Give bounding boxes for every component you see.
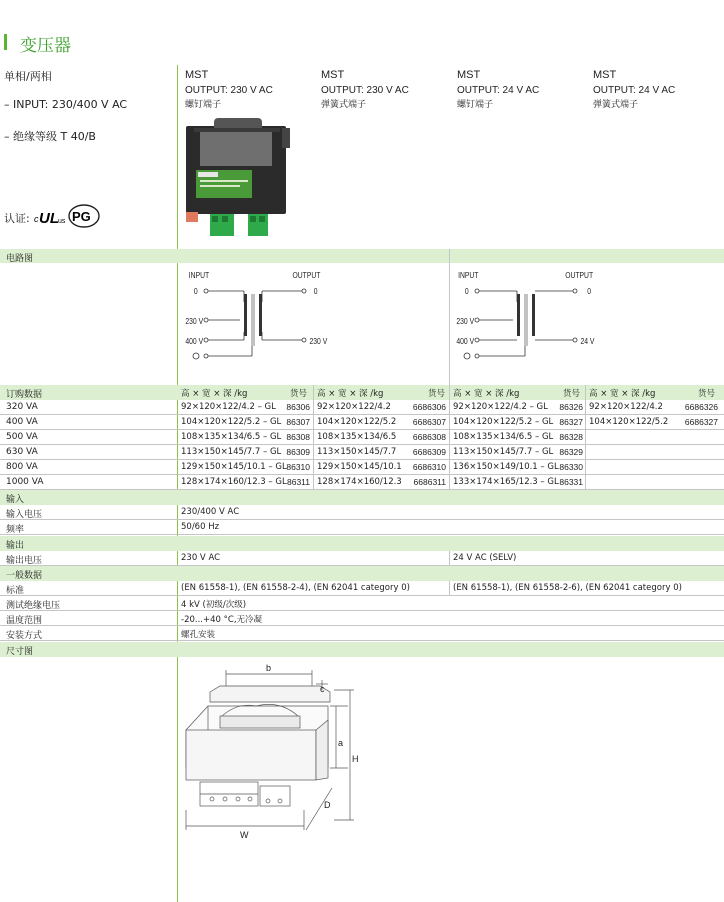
- section-dimension: [0, 642, 724, 657]
- circuit-out-v: 24 V: [580, 336, 595, 347]
- svg-text:c: c: [34, 214, 39, 224]
- order-part: 6686326: [684, 402, 718, 412]
- order-power: 400 VA: [6, 417, 38, 427]
- order-header-dims: 高 × 宽 × 深 /kg: [453, 389, 520, 399]
- order-part: 6686308: [412, 432, 446, 442]
- input-voltage-value: 230/400 V AC: [181, 507, 240, 517]
- order-dims: 113×150×145/7.7 – GL: [453, 447, 554, 457]
- order-col-sep: [313, 385, 314, 490]
- frequency-value: 50/60 Hz: [181, 522, 220, 532]
- product-col-4: [593, 68, 675, 113]
- order-power: 500 VA: [6, 432, 38, 442]
- order-part: 6686307: [412, 417, 446, 427]
- product-model: MST: [593, 69, 617, 81]
- order-dims: 108×135×134/6.5 – GL: [453, 432, 554, 442]
- circuit-input-label: INPUT: [188, 270, 210, 281]
- dimension-drawing: [180, 660, 380, 845]
- section-circuit-label: 电路图: [6, 254, 34, 264]
- cert-logos: [32, 203, 102, 229]
- circuit-out0: 0: [587, 286, 592, 297]
- section-dimension-label: 尺寸图: [6, 647, 34, 657]
- standard-value-24: (EN 61558-1), (EN 61558-2-6), (EN 62041 category 0): [453, 583, 682, 593]
- circuit-in400: 400 V: [456, 336, 475, 347]
- section-general: [0, 566, 724, 581]
- order-row: [0, 460, 724, 475]
- order-dims: 128×174×160/12.3: [317, 477, 402, 487]
- dim-D: D: [324, 800, 331, 810]
- order-dims: 92×120×122/4.2 – GL: [181, 402, 276, 412]
- order-col-sep: [585, 385, 586, 490]
- product-output: OUTPUT: 24 V AC: [457, 85, 540, 96]
- order-part: 6686311: [413, 477, 446, 487]
- circuit-output-label: OUTPUT: [292, 270, 321, 281]
- dim-b: b: [266, 663, 272, 673]
- order-dims: 104×120×122/5.2 – GL: [453, 417, 554, 427]
- order-row: [0, 445, 724, 460]
- order-part: 86310: [286, 462, 310, 472]
- product-col-1: [185, 68, 273, 113]
- order-dims: 104×120×122/5.2: [317, 417, 397, 427]
- circuit-in0: 0: [193, 286, 198, 297]
- section-general-label: 一般数据: [6, 571, 43, 581]
- order-part: 86306: [286, 402, 310, 412]
- spec-insulation: – 绝缘等级 T 40/B: [4, 130, 96, 143]
- page-title: 变压器: [20, 36, 71, 56]
- dim-W: W: [240, 830, 249, 840]
- product-model: MST: [185, 69, 209, 81]
- product-output: OUTPUT: 24 V AC: [593, 85, 676, 96]
- order-part: 86330: [559, 462, 583, 472]
- circuit-in230: 230 V: [185, 316, 204, 327]
- pct-logo: [69, 205, 99, 227]
- product-output: OUTPUT: 230 V AC: [185, 85, 273, 96]
- order-dims: 108×135×134/6.5: [317, 432, 397, 442]
- circuit-diagram-230v: [182, 266, 332, 366]
- section-output: [0, 536, 724, 551]
- temperature-row: [0, 611, 724, 626]
- section-input-label: 输入: [6, 495, 25, 505]
- product-model: MST: [321, 69, 345, 81]
- title-accent-bar: [4, 34, 7, 50]
- frequency-row: [0, 520, 724, 535]
- circuit-in400: 400 V: [185, 336, 204, 347]
- product-model: MST: [457, 69, 481, 81]
- order-dims: 113×150×145/7.7: [317, 447, 397, 457]
- order-row: [0, 475, 724, 490]
- ul-logo: [34, 210, 66, 227]
- order-part: 6686309: [412, 447, 446, 457]
- order-dims: 92×120×122/4.2: [589, 402, 663, 412]
- order-part: 86331: [559, 477, 583, 487]
- dim-H: H: [352, 754, 359, 764]
- standard-label: 标准: [6, 586, 25, 596]
- spec-input: – INPUT: 230/400 V AC: [4, 98, 128, 111]
- order-dims: 136×150×149/10.1 – GL: [453, 462, 559, 472]
- test-voltage-row: [0, 596, 724, 611]
- spec-phase: 单相/两相: [4, 70, 52, 83]
- output-voltage-row: [0, 551, 724, 566]
- output-voltage-230: 230 V AC: [181, 553, 221, 563]
- product-output: OUTPUT: 230 V AC: [321, 85, 409, 96]
- product-col-2: [321, 68, 409, 113]
- order-part: 86329: [559, 447, 583, 457]
- test-voltage-label: 测试绝缘电压: [6, 601, 61, 611]
- order-header-dims: 高 × 宽 × 深 /kg: [181, 389, 248, 399]
- order-dims: 104×120×122/5.2 – GL: [181, 417, 282, 427]
- temperature-value: -20...+40 °C,无冷凝: [181, 615, 263, 625]
- order-power: 320 VA: [6, 402, 38, 412]
- order-power: 800 VA: [6, 462, 38, 472]
- order-part: 86309: [286, 447, 310, 457]
- order-header-dims: 高 × 宽 × 深 /kg: [317, 389, 384, 399]
- section-order-label: 订购数据: [6, 390, 43, 400]
- order-header-part: 货号: [290, 389, 308, 399]
- order-part: 6686310: [412, 462, 446, 472]
- temperature-label: 温度范围: [6, 616, 43, 626]
- circuit-diagram-24v: [453, 266, 603, 366]
- section-output-label: 输出: [6, 541, 25, 551]
- order-part: 6686327: [684, 417, 718, 427]
- section-input: [0, 490, 724, 505]
- output-voltage-24: 24 V AC (SELV): [453, 553, 517, 563]
- standard-row: [0, 581, 724, 596]
- dim-c: c: [320, 684, 325, 694]
- circuit-out-v: 230 V: [309, 336, 328, 347]
- order-dims: 129×150×145/10.1: [317, 462, 402, 472]
- product-terminal: 螺钉端子: [457, 100, 494, 110]
- order-dims: 104×120×122/5.2: [589, 417, 669, 427]
- product-terminal: 弹簧式端子: [321, 100, 367, 110]
- circuit-input-label: INPUT: [458, 270, 479, 281]
- circuit-in0: 0: [464, 286, 469, 297]
- order-part: 86328: [559, 432, 583, 442]
- output-voltage-label: 输出电压: [6, 556, 43, 566]
- order-dims: 133×174×165/12.3 – GL: [453, 477, 559, 487]
- order-part: 86311: [286, 477, 310, 487]
- order-dims: 92×120×122/4.2: [317, 402, 391, 412]
- order-row: [0, 400, 724, 415]
- section-order: [0, 385, 724, 400]
- order-col-sep: [449, 385, 450, 490]
- section-circuit: [0, 249, 724, 263]
- circuit-out0: 0: [313, 286, 318, 297]
- order-row: [0, 430, 724, 445]
- order-dims: 129×150×145/10.1 – GL: [181, 462, 287, 472]
- svg-text:us: us: [58, 218, 66, 225]
- input-voltage-label: 输入电压: [6, 510, 43, 520]
- order-header-part: 货号: [563, 389, 581, 399]
- product-terminal: 螺钉端子: [185, 100, 222, 110]
- input-voltage-row: [0, 505, 724, 520]
- test-voltage-value: 4 kV (初级/次级): [181, 600, 247, 610]
- product-terminal: 弹簧式端子: [593, 100, 639, 110]
- order-dims: 92×120×122/4.2 – GL: [453, 402, 548, 412]
- circuit-in230: 230 V: [456, 316, 475, 327]
- order-power: 630 VA: [6, 447, 38, 457]
- order-header-part: 货号: [428, 389, 446, 399]
- frequency-label: 频率: [6, 525, 25, 535]
- mounting-label: 安装方式: [6, 631, 43, 641]
- output-col-sep: [449, 551, 450, 566]
- cert-label: 认证:: [4, 212, 30, 225]
- svg-text:UL: UL: [39, 210, 59, 227]
- order-part: 6686306: [412, 402, 446, 412]
- general-col-sep: [449, 581, 450, 596]
- mounting-row: [0, 626, 724, 641]
- standard-value-230: (EN 61558-1), (EN 61558-2-4), (EN 62041 category 0): [181, 583, 410, 593]
- order-dims: 108×135×134/6.5 – GL: [181, 432, 282, 442]
- order-power: 1000 VA: [6, 477, 44, 487]
- mounting-value: 螺孔安装: [181, 630, 216, 640]
- order-part: 86308: [286, 432, 310, 442]
- order-part: 86326: [559, 402, 583, 412]
- dim-a: a: [338, 738, 344, 748]
- order-header-part: 货号: [698, 389, 716, 399]
- transformer-product-image: [186, 118, 290, 244]
- order-dims: 128×174×160/12.3 – GL: [181, 477, 287, 487]
- circuit-divider: [449, 249, 450, 385]
- circuit-output-label: OUTPUT: [565, 270, 594, 281]
- svg-text:PG: PG: [72, 209, 91, 224]
- order-dims: 113×150×145/7.7 – GL: [181, 447, 282, 457]
- order-row: [0, 415, 724, 430]
- order-part: 86307: [286, 417, 310, 427]
- order-header-dims: 高 × 宽 × 深 /kg: [589, 389, 656, 399]
- product-col-3: [457, 68, 539, 113]
- order-part: 86327: [559, 417, 583, 427]
